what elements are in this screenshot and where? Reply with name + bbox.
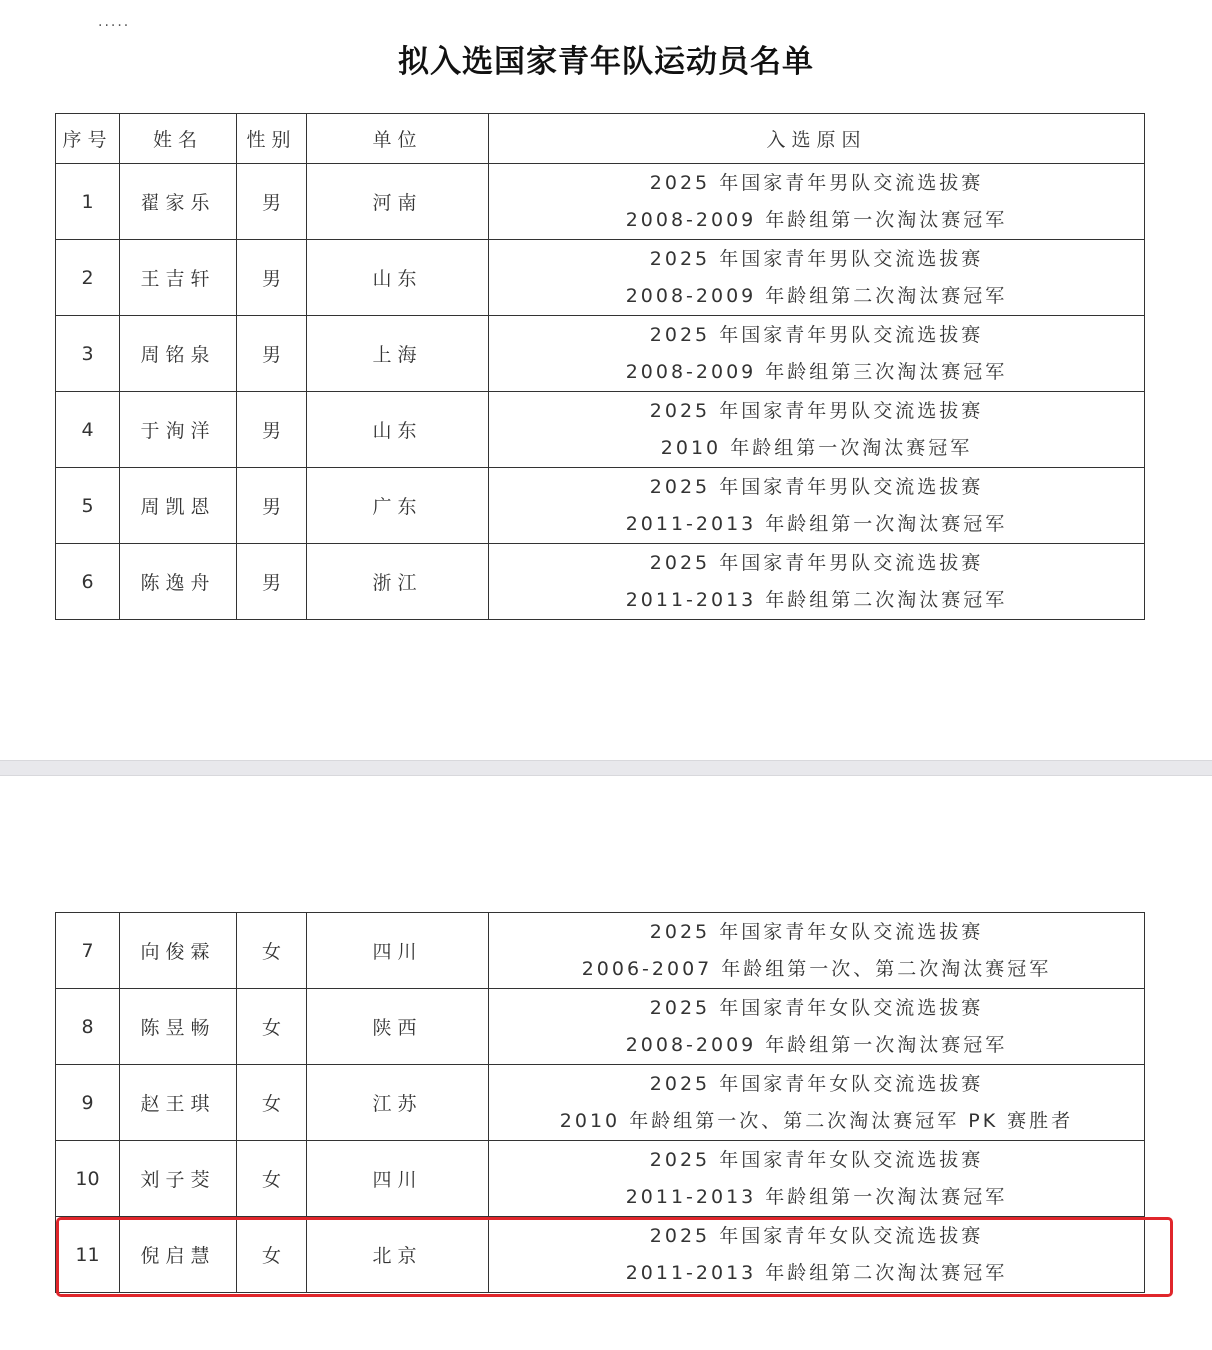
gender-cell: 男 <box>237 392 307 468</box>
gender-cell: 女 <box>237 1217 307 1293</box>
reason-line-event: 2025 年国家青年女队交流选拔赛 <box>649 1224 984 1247</box>
gender-cell: 男 <box>237 544 307 620</box>
name-cell: 赵王琪 <box>120 1065 237 1141</box>
index-cell: 4 <box>56 392 120 468</box>
name-cell: 陈逸舟 <box>120 544 237 620</box>
reason-line-event: 2025 年国家青年男队交流选拔赛 <box>649 171 984 194</box>
reason-line-event: 2025 年国家青年男队交流选拔赛 <box>649 323 984 346</box>
reason-cell <box>489 316 1145 392</box>
table-row <box>56 316 1145 392</box>
reason-line-event: 2025 年国家青年男队交流选拔赛 <box>649 475 984 498</box>
unit-cell: 广东 <box>307 468 489 544</box>
gender-cell: 女 <box>237 1141 307 1217</box>
reason-line-result: 2011-2013 年龄组第一次淘汰赛冠军 <box>625 1185 1008 1208</box>
reason-line-result: 2011-2013 年龄组第二次淘汰赛冠军 <box>625 588 1008 611</box>
unit-cell: 上海 <box>307 316 489 392</box>
reason-cell <box>489 913 1145 989</box>
name-cell: 王吉轩 <box>120 240 237 316</box>
reason-line-result: 2010 年龄组第一次淘汰赛冠军 <box>660 436 973 459</box>
unit-cell: 北京 <box>307 1217 489 1293</box>
index-cell: 7 <box>56 913 120 989</box>
gender-cell: 女 <box>237 913 307 989</box>
name-cell: 倪启慧 <box>120 1217 237 1293</box>
name-cell: 周凯恩 <box>120 468 237 544</box>
unit-cell: 四川 <box>307 1141 489 1217</box>
header-gender: 性别 <box>237 114 307 164</box>
name-cell: 翟家乐 <box>120 164 237 240</box>
reason-cell <box>489 164 1145 240</box>
reason-line-result: 2006-2007 年龄组第一次、第二次淘汰赛冠军 <box>581 957 1052 980</box>
table-row <box>56 989 1145 1065</box>
reason-line-result: 2008-2009 年龄组第二次淘汰赛冠军 <box>625 284 1008 307</box>
reason-cell <box>489 392 1145 468</box>
name-cell: 陈昱畅 <box>120 989 237 1065</box>
index-cell: 3 <box>56 316 120 392</box>
reason-line-result: 2011-2013 年龄组第一次淘汰赛冠军 <box>625 512 1008 535</box>
roster-table-part-1 <box>55 113 1145 620</box>
unit-cell: 四川 <box>307 913 489 989</box>
index-cell: 10 <box>56 1141 120 1217</box>
gender-cell: 男 <box>237 164 307 240</box>
table-row <box>56 1141 1145 1217</box>
header-name: 姓名 <box>120 114 237 164</box>
name-cell: 向俊霖 <box>120 913 237 989</box>
index-cell: 5 <box>56 468 120 544</box>
unit-cell: 河南 <box>307 164 489 240</box>
index-cell: 1 <box>56 164 120 240</box>
table-row <box>56 1065 1145 1141</box>
page-separator <box>0 760 1212 776</box>
gender-cell: 男 <box>237 468 307 544</box>
reason-line-event: 2025 年国家青年男队交流选拔赛 <box>649 247 984 270</box>
reason-cell <box>489 1065 1145 1141</box>
table-row <box>56 913 1145 989</box>
reason-cell <box>489 1217 1145 1293</box>
reason-cell <box>489 240 1145 316</box>
reason-cell <box>489 468 1145 544</box>
gender-cell: 男 <box>237 240 307 316</box>
header-reason: 入选原因 <box>489 114 1145 164</box>
table-header-row <box>56 114 1145 164</box>
reason-line-event: 2025 年国家青年女队交流选拔赛 <box>649 1148 984 1171</box>
table-row <box>56 240 1145 316</box>
header-unit: 单位 <box>307 114 489 164</box>
gender-cell: 女 <box>237 1065 307 1141</box>
table-row <box>56 544 1145 620</box>
header-index: 序号 <box>56 114 120 164</box>
table-row <box>56 468 1145 544</box>
table-row <box>56 392 1145 468</box>
reason-line-result: 2008-2009 年龄组第一次淘汰赛冠军 <box>625 1033 1008 1056</box>
gender-cell: 女 <box>237 989 307 1065</box>
table-row <box>56 1217 1145 1293</box>
reason-cell <box>489 1141 1145 1217</box>
gender-cell: 男 <box>237 316 307 392</box>
reason-line-result: 2008-2009 年龄组第三次淘汰赛冠军 <box>625 360 1008 383</box>
unit-cell: 山东 <box>307 392 489 468</box>
index-cell: 6 <box>56 544 120 620</box>
index-cell: 8 <box>56 989 120 1065</box>
name-cell: 刘子茭 <box>120 1141 237 1217</box>
top-dots: ····· <box>98 18 131 34</box>
reason-line-event: 2025 年国家青年女队交流选拔赛 <box>649 920 984 943</box>
reason-line-result: 2010 年龄组第一次、第二次淘汰赛冠军 PK 赛胜者 <box>559 1109 1074 1132</box>
index-cell: 2 <box>56 240 120 316</box>
unit-cell: 山东 <box>307 240 489 316</box>
reason-cell <box>489 544 1145 620</box>
reason-line-result: 2008-2009 年龄组第一次淘汰赛冠军 <box>625 208 1008 231</box>
reason-line-event: 2025 年国家青年男队交流选拔赛 <box>649 399 984 422</box>
name-cell: 于洵洋 <box>120 392 237 468</box>
unit-cell: 陕西 <box>307 989 489 1065</box>
roster-table-part-2 <box>55 912 1145 1293</box>
reason-line-result: 2011-2013 年龄组第二次淘汰赛冠军 <box>625 1261 1008 1284</box>
table-row <box>56 164 1145 240</box>
index-cell: 9 <box>56 1065 120 1141</box>
reason-line-event: 2025 年国家青年女队交流选拔赛 <box>649 1072 984 1095</box>
reason-cell <box>489 989 1145 1065</box>
unit-cell: 浙江 <box>307 544 489 620</box>
page-title: 拟入选国家青年队运动员名单 <box>398 44 814 80</box>
index-cell: 11 <box>56 1217 120 1293</box>
reason-line-event: 2025 年国家青年男队交流选拔赛 <box>649 551 984 574</box>
reason-line-event: 2025 年国家青年女队交流选拔赛 <box>649 996 984 1019</box>
name-cell: 周铭泉 <box>120 316 237 392</box>
unit-cell: 江苏 <box>307 1065 489 1141</box>
